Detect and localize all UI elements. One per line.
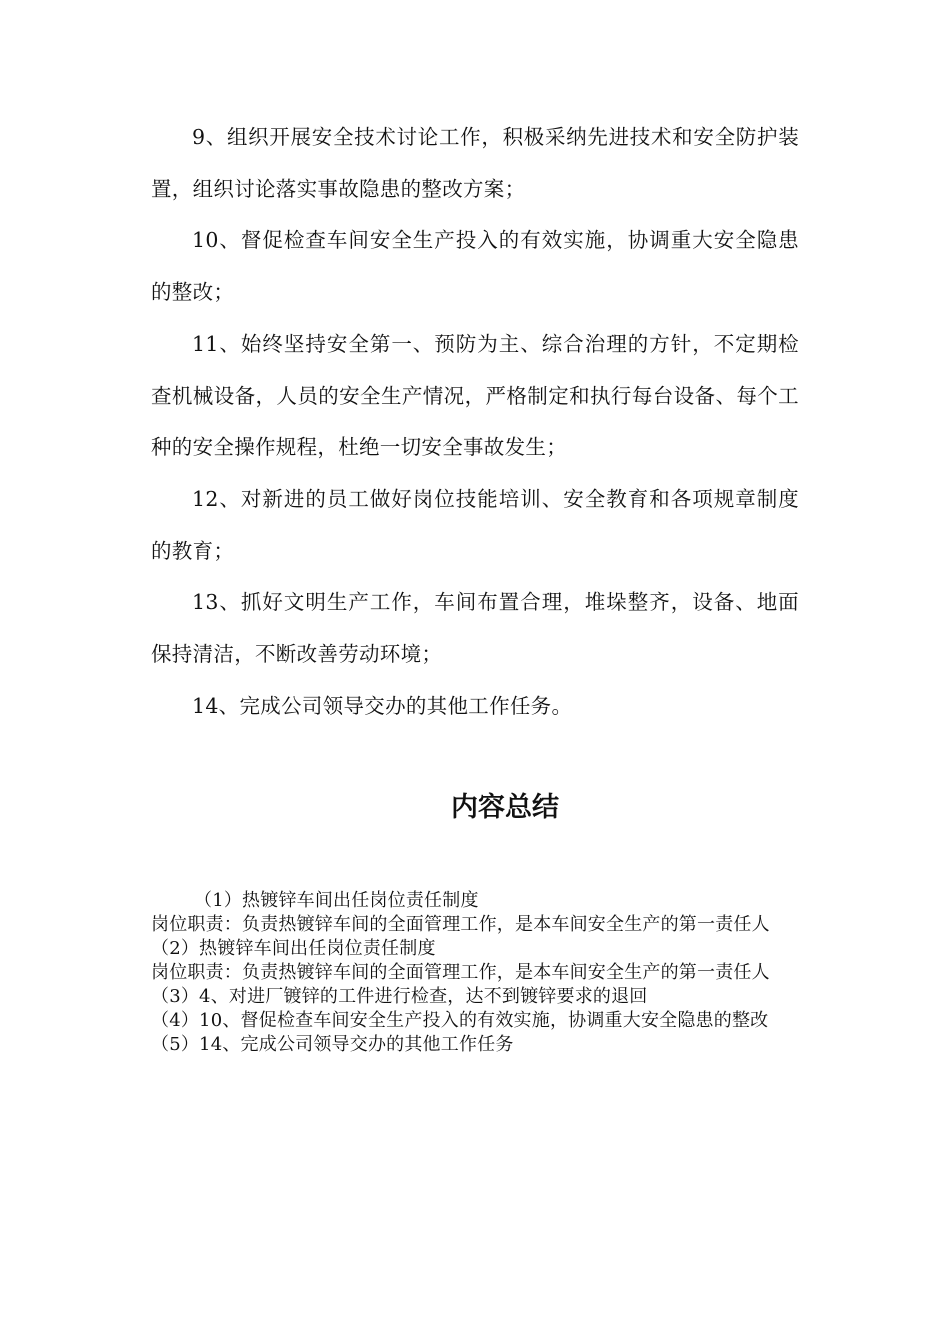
summary-line-5: （3）4、对进厂镀锌的工件进行检查，达不到镀锌要求的退回 (151, 986, 648, 1007)
paragraph-item-12: 12、对新进的员工做好岗位技能培训、安全教育和各项规章制度的教育； (151, 486, 799, 563)
summary-line-7: （5）14、完成公司领导交办的其他工作任务 (151, 1034, 514, 1055)
summary-line-3: （2）热镀锌车间出任岗位责任制度 (151, 938, 436, 959)
paragraph-item-14: 14、完成公司领导交办的其他工作任务。 (192, 693, 573, 718)
paragraph-item-9: 9、组织开展安全技术讨论工作，积极采纳先进技术和安全防护装置，组织讨论落实事故隐患的整改方案； (151, 125, 799, 201)
summary-line-2: 岗位职责：负责热镀锌车间的全面管理工作，是本车间安全生产的第一责任人 (151, 914, 770, 935)
paragraph-item-11: 11、始终坚持安全第一、预防为主、综合治理的方针，不定期检查机械设备，人员的安全生产情况，严格制定和执行每台设备、每个工种的安全操作规程，杜绝一切安全事故发生； (151, 331, 799, 460)
paragraph-item-13: 13、抓好文明生产工作，车间布置合理，堆垛整齐，设备、地面保持清洁，不断改善劳动环境； (151, 590, 799, 667)
responsibility-list (151, 112, 799, 732)
paragraph-item-10: 10、督促检查车间安全生产投入的有效实施，协调重大安全隐患的整改； (151, 228, 799, 305)
summary-line-1: （1）热镀锌车间出任岗位责任制度 (194, 890, 479, 911)
summary-line-4: 岗位职责：负责热镀锌车间的全面管理工作，是本车间安全生产的第一责任人 (151, 962, 770, 983)
summary-line-6: （4）10、督促检查车间安全生产投入的有效实施，协调重大安全隐患的整改 (151, 1010, 769, 1031)
summary-section (151, 889, 799, 1057)
summary-heading: 内容总结 (451, 792, 559, 823)
